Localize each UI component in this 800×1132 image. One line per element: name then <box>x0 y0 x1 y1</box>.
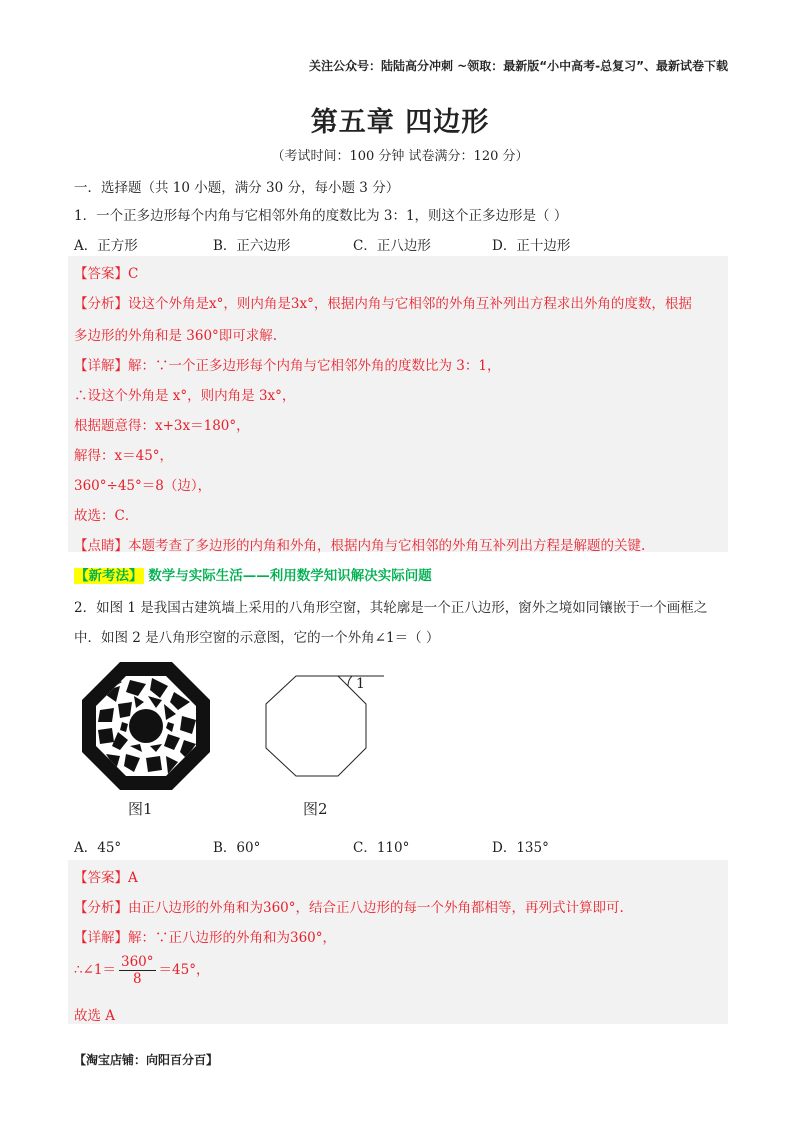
detail-prefix: ∴∠1＝ <box>74 962 116 978</box>
q2-option-d: D．135° <box>492 840 549 856</box>
q1-detail-4: 解得：x＝45°， <box>74 448 174 464</box>
q2-answer <box>74 866 138 886</box>
q2-detail-3: 故选 A <box>74 1008 116 1024</box>
q2-option-c: C．110° <box>353 840 410 856</box>
analysis-text: 设这个外角是x°，则内角是3x°，根据内角与它相邻的外角互补列出方程求出外角的度数，根据 <box>128 296 692 312</box>
fraction <box>119 954 156 987</box>
section-heading: 一．选择题（共 10 小题，满分 30 分，每小题 3 分） <box>74 180 400 196</box>
new-method-tag <box>74 564 432 584</box>
detail-text: 解：∵一个正多边形每个内角与它相邻外角的度数比为 3：1， <box>128 358 501 374</box>
exam-info: （考试时间：100 分钟 试卷满分：120 分） <box>271 149 529 164</box>
question-2-stem-cont: 中．如图 2 是八角形空窗的示意图，它的一个外角∠1＝（ ） <box>74 630 440 646</box>
q1-analysis-cont: 多边形的外角和是 360°即可求解. <box>74 328 278 344</box>
question-1-stem: 1．一个正多边形每个内角与它相邻外角的度数比为 3：1，则这个正多边形是（ ） <box>74 208 568 224</box>
new-method-text: 数学与实际生活——利用数学知识解决实际问题 <box>148 568 432 584</box>
q1-option-c: C．正八边形 <box>353 238 431 254</box>
answer-tag: 【答案】 <box>74 870 128 886</box>
q2-option-b: B．60° <box>213 840 261 856</box>
detail-tag: 【详解】 <box>74 358 128 374</box>
q1-detail-6: 故选：C． <box>74 508 139 524</box>
detail-tag: 【详解】 <box>74 930 128 946</box>
q1-option-d: D．正十边形 <box>492 238 571 254</box>
fraction-numerator: 360° <box>121 954 154 970</box>
analysis-text: 由正八边形的外角和为360°，结合正八边形的每一个外角都相等，再列式计算即可. <box>128 900 624 916</box>
q1-detail <box>74 354 500 374</box>
q1-detail-3: 根据题意得：x+3x＝180°， <box>74 418 250 434</box>
q1-analysis <box>74 292 692 312</box>
new-method-label: 【新考法】 <box>75 568 143 584</box>
q2-detail <box>74 926 336 946</box>
octagon-diagram <box>262 670 388 782</box>
answer-value: A <box>128 870 138 886</box>
page-title: 第五章 四边形 <box>310 107 490 138</box>
q1-option-a: A．正方形 <box>74 238 138 254</box>
comment-text: 本题考查了多边形的内角和外角，根据内角与它相邻的外角互补列出方程是解题的关键. <box>128 538 646 554</box>
q2-option-a: A．45° <box>74 840 122 856</box>
answer-value: C <box>128 266 139 282</box>
comment-tag: 【点睛】 <box>74 538 128 554</box>
q2-detail-2 <box>74 954 209 987</box>
figure-1-label: 图1 <box>128 800 153 818</box>
detail-text: 解：∵正八边形的外角和为360°， <box>128 930 337 946</box>
page-header: 关注公众号：陆陆高分冲刺 ~领取：最新版“小中高考-总复习”、最新试卷下载 <box>309 59 728 73</box>
q1-detail-2: ∴设这个外角是 x°，则内角是 3x°， <box>74 388 296 404</box>
angle-1-label: 1 <box>356 676 365 692</box>
q1-detail-5: 360°÷45°＝8（边）， <box>74 478 212 494</box>
q1-answer <box>74 262 138 282</box>
octagon-window-figure <box>82 662 210 790</box>
fraction-denominator: 8 <box>132 971 142 987</box>
analysis-tag: 【分析】 <box>74 296 128 312</box>
q2-analysis <box>74 896 624 916</box>
q1-option-b: B．正六边形 <box>213 238 291 254</box>
question-2-stem: 2．如图 1 是我国古建筑墙上采用的八角形空窗，其轮廓是一个正八边形，窗外之境如同镶嵌于一个画框之 <box>74 600 708 616</box>
page-footer: 【淘宝店铺：向阳百分百】 <box>74 1053 219 1067</box>
answer-tag: 【答案】 <box>74 266 128 282</box>
analysis-tag: 【分析】 <box>74 900 128 916</box>
figure-2-label: 图2 <box>303 800 328 818</box>
q1-comment <box>74 534 645 554</box>
detail-suffix: ＝45°， <box>158 962 210 978</box>
